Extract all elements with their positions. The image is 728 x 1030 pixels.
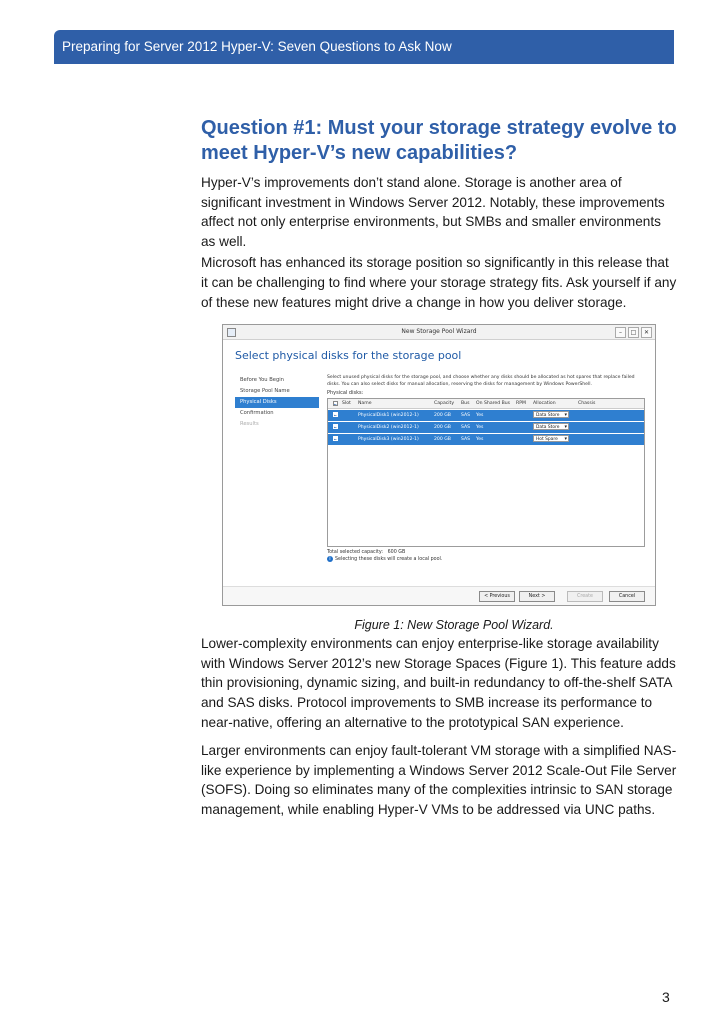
next-button[interactable]: Next >: [519, 591, 555, 602]
close-icon[interactable]: ✕: [641, 327, 652, 338]
column-chassis[interactable]: Chassis: [578, 401, 596, 407]
disk-name: PhysicalDisk1 (win2012-1): [358, 413, 419, 419]
wizard-nav-before-you-begin[interactable]: Before You Begin: [240, 377, 284, 384]
disk-bus: SAS: [461, 425, 471, 431]
disk-slot: [340, 410, 356, 421]
app-icon: [227, 328, 236, 337]
wizard-main: [327, 375, 645, 562]
disk-slot: [340, 422, 356, 433]
disk-row[interactable]: [328, 422, 644, 433]
disk-rpm: [514, 410, 531, 421]
disk-capacity: 200 GB: [434, 413, 451, 419]
column-allocation[interactable]: Allocation: [533, 401, 556, 407]
total-capacity-label: Total selected capacity:: [327, 550, 384, 556]
page-number: 3: [662, 989, 670, 1005]
wizard-description: Select unused physical disks for the storage pool, and choose whether any disks should be allocated as hot spares that replace failed disks. You can also select disks for manual allocation, reserving the disks for management by Windows PowerShell.: [327, 375, 635, 387]
cancel-button[interactable]: Cancel: [609, 591, 645, 602]
wizard-heading: Select physical disks for the storage pool: [235, 349, 462, 363]
select-all-checkbox[interactable]: [328, 399, 340, 408]
minimize-icon[interactable]: –: [615, 327, 626, 338]
paragraph-4: Larger environments can enjoy fault-tolerant VM storage with a simplified NAS-like experience by implementing a Windows Server 2012 Scale-Out File Server (SOFS). Doing so eliminates many of the complexities intrinsic to SAN storage management, while enabling Hyper-V VMs to be addressed via UNC paths.: [201, 743, 677, 817]
disk-rpm: [514, 434, 531, 445]
column-rpm[interactable]: RPM: [516, 401, 526, 407]
disk-allocation-cell: [531, 422, 576, 433]
grid-header: [328, 399, 644, 409]
physical-disks-label: Physical disks:: [327, 390, 364, 397]
disk-bus: SAS: [461, 413, 471, 419]
allocation-dropdown[interactable]: Data Store ▾: [533, 423, 569, 430]
physical-disks-grid: [327, 398, 645, 547]
create-button[interactable]: Create: [567, 591, 603, 602]
header-bar: [54, 30, 674, 64]
wizard-nav-physical-disks[interactable]: Physical Disks: [235, 397, 319, 408]
column-name[interactable]: Name: [358, 401, 372, 407]
paragraph-3: Lower-complexity environments can enjoy enterprise-like storage availability with Windows Server 2012’s new Storage Spaces (Figure 1). This feature adds thin provisioning, dynamic sizing, and built-in redundancy to off-the-shelf SATA and SAS disks. Protocol improvements to SMB increase its performance to near-native, offering an alternative to the prototypical SAN experience.: [201, 636, 676, 730]
column-bus[interactable]: Bus: [461, 401, 470, 407]
total-capacity: [327, 550, 645, 555]
maximize-icon[interactable]: □: [628, 327, 639, 338]
wizard-nav-storage-pool-name[interactable]: Storage Pool Name: [240, 388, 290, 395]
main-content: [201, 116, 679, 820]
disk-shared-bus: Yes: [476, 437, 484, 443]
column-capacity[interactable]: Capacity: [434, 401, 455, 407]
info-message: [327, 556, 645, 562]
document-title: Preparing for Server 2012 Hyper-V: Seven Questions to Ask Now: [62, 39, 452, 54]
section-heading: Question #1: Must your storage strategy evolve to meet Hyper-V’s new capabilities?: [201, 117, 677, 164]
disk-row[interactable]: [328, 410, 644, 421]
wizard-footer: [223, 586, 655, 605]
disk-slot: [340, 434, 356, 445]
wizard-nav: [235, 375, 319, 430]
disk-allocation-cell: [531, 434, 576, 445]
disk-capacity: 200 GB: [434, 425, 451, 431]
allocation-dropdown[interactable]: Hot Spare ▾: [533, 435, 569, 442]
figure-caption: Figure 1: New Storage Pool Wizard.: [354, 618, 554, 633]
disk-bus: SAS: [461, 437, 471, 443]
disk-name: PhysicalDisk3 (win2012-1): [358, 437, 419, 443]
disk-name: PhysicalDisk2 (win2012-1): [358, 425, 419, 431]
disk-capacity: 200 GB: [434, 437, 451, 443]
disk-rpm: [514, 422, 531, 433]
previous-button[interactable]: < Previous: [479, 591, 515, 602]
paragraph-1: Hyper-V’s improvements don’t stand alone. Storage is another area of significant investment in Windows Server 2012. Notably, these improvements affect not only enterprise environments, but SMBs and smaller environments as well.: [201, 175, 665, 249]
storage-pool-wizard-screenshot: [222, 324, 656, 606]
wizard-window-title: New Storage Pool Wizard: [401, 328, 477, 336]
info-text: Selecting these disks will create a local pool.: [335, 556, 443, 562]
column-on-shared-bus[interactable]: On Shared Bus: [476, 401, 511, 407]
disk-checkbox[interactable]: [328, 434, 340, 445]
paragraph-2: Microsoft has enhanced its storage position so significantly in this release that it can be challenging to find where your storage strategy fits. Ask yourself if any of these new features might drive a change in how you deliver storage.: [201, 255, 677, 310]
total-capacity-value: 600 GB: [387, 550, 406, 556]
disk-allocation-cell: [531, 410, 576, 421]
info-icon: i: [327, 556, 333, 562]
allocation-dropdown[interactable]: Data Store ▾: [533, 411, 569, 418]
column-slot[interactable]: Slot: [342, 401, 351, 407]
window-controls: [615, 327, 652, 338]
disk-checkbox[interactable]: [328, 422, 340, 433]
disk-chassis: [576, 410, 606, 421]
disk-chassis: [576, 422, 606, 433]
disk-checkbox[interactable]: [328, 410, 340, 421]
wizard-nav-confirmation[interactable]: Confirmation: [240, 410, 274, 417]
disk-shared-bus: Yes: [476, 425, 484, 431]
disk-row[interactable]: [328, 434, 644, 445]
wizard-title-bar: [223, 325, 655, 340]
disk-chassis: [576, 434, 606, 445]
disk-shared-bus: Yes: [476, 413, 484, 419]
wizard-nav-results: Results: [240, 421, 259, 428]
